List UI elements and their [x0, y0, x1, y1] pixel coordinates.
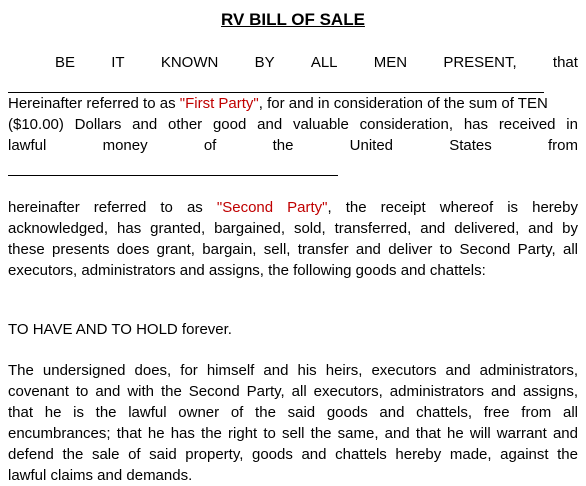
intro-word: KNOWN — [160, 54, 219, 71]
para1-word: from — [547, 137, 578, 154]
para3-line: defend the sale of said property, goods and chattels hereby made, against the — [8, 446, 578, 463]
para1-word: United — [349, 137, 393, 154]
intro-word: BE — [55, 54, 76, 71]
intro-word: ALL — [310, 54, 338, 71]
para1-word: money — [102, 137, 148, 154]
intro-word: that — [552, 54, 578, 71]
para1-line2: ($10.00) Dollars and other good and valuable consideration, has received in — [8, 116, 578, 133]
para1-word: lawful — [8, 137, 47, 154]
para1-text: Hereinafter referred to as — [8, 95, 180, 112]
para2-line4: executors, administrators and assigns, the following goods and chattels: — [8, 262, 486, 279]
para1-text: , for and in consideration of the sum of TEN — [258, 95, 548, 112]
first-party-blank-line[interactable] — [8, 92, 544, 93]
habendum-clause: TO HAVE AND TO HOLD forever. — [8, 321, 232, 338]
intro-word: IT — [111, 54, 125, 71]
first-party-term: "First Party" — [179, 95, 259, 112]
para1-word: of — [203, 137, 217, 154]
para1-word: States — [449, 137, 492, 154]
intro-word: MEN — [373, 54, 408, 71]
para3-line: lawful claims and demands. — [8, 467, 193, 484]
para2-line3: these presents does grant, bargain, sell, transfer and deliver to Second Party, all — [8, 241, 578, 258]
second-party-blank-line[interactable] — [8, 175, 338, 176]
para1-line1 — [8, 94, 578, 114]
document-title: RV BILL OF SALE — [221, 10, 365, 29]
para2-line1 — [8, 198, 578, 218]
para3-line: covenant to and with the Second Party, all executors, administrators and assigns, — [8, 383, 578, 400]
intro-word: BY — [254, 54, 275, 71]
para1-word: the — [272, 137, 294, 154]
para1-line3 — [8, 136, 578, 156]
second-party-term: "Second Party" — [216, 199, 328, 216]
para3-line: encumbrances; that he has the right to sell the same, and that he will warrant and — [8, 425, 578, 442]
para2-line2: acknowledged, has granted, bargained, sold, transferred, and delivered, and by — [8, 220, 578, 237]
para3-line: The undersigned does, for himself and his heirs, executors and administrators, — [8, 362, 578, 379]
para2-text: hereinafter referred to as — [8, 199, 217, 216]
intro-line — [55, 53, 578, 73]
intro-word: PRESENT, — [443, 54, 517, 71]
para3-line: that he is the lawful owner of the said goods and chattels, free from all — [8, 404, 578, 421]
para2-text: , the receipt whereof is hereby — [327, 199, 578, 216]
